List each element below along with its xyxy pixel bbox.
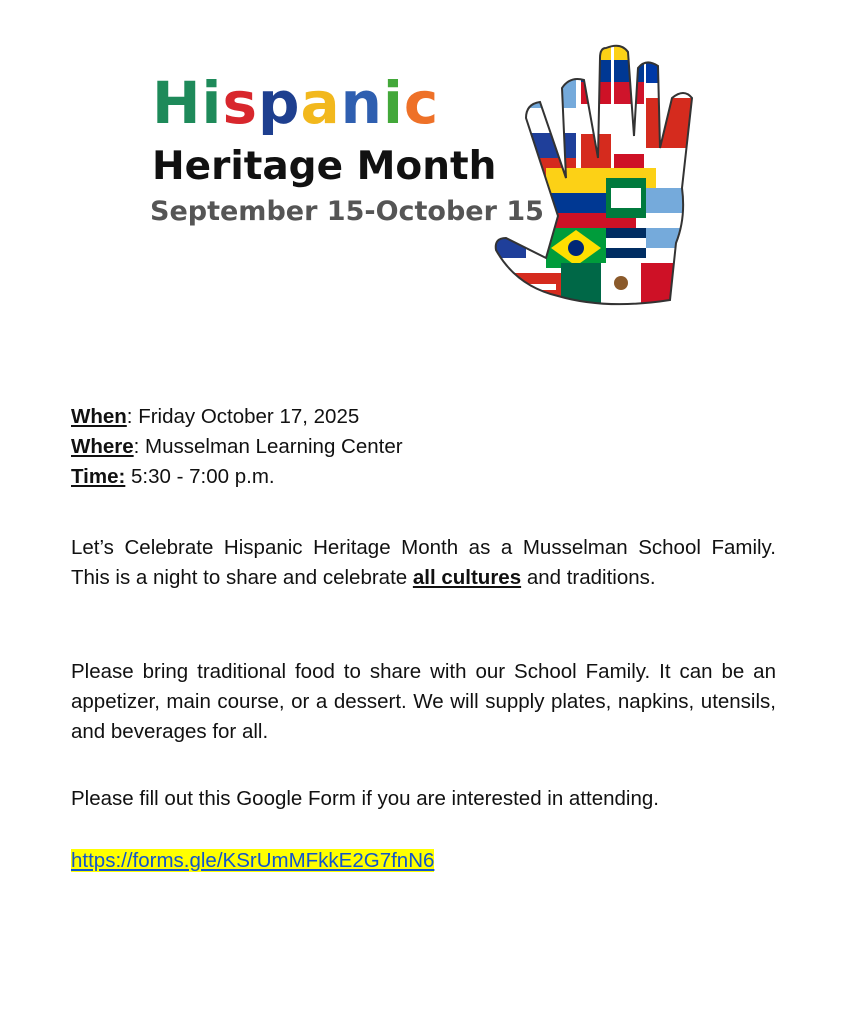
celebration-paragraph [71,533,776,593]
title-letter: i [382,69,404,137]
when-label: When [71,405,127,428]
title-letter: n [340,69,383,137]
food-paragraph: Please bring traditional food to share with our School Family. It can be an appetizer, main course, or a dessert. We will supply plates, napkins, utensils, and beverages for all. [71,660,776,743]
title-letter: i [201,69,223,137]
celebration-text-start: Let’s Celebrate Hispanic Heritage Month as a Musselman School Family. This is a night to share and celebrate [71,536,776,589]
form-link-line [71,846,776,876]
title-letter: s [222,69,258,137]
title-letter: a [300,69,341,137]
hispanic-title [152,68,439,138]
form-paragraph: Please fill out this Google Form if you are interested in attending. [71,787,659,810]
google-form-link[interactable]: https://forms.gle/KSrUmMFkkE2G7fnN6 [71,849,435,872]
all-cultures-emphasis: all cultures [412,566,522,589]
event-details [71,402,776,492]
title-letter: H [152,69,202,137]
where-label: Where [71,435,134,458]
where-value: : Musselman Learning Center [133,435,403,458]
time-label: Time: [71,465,126,488]
celebration-text-end: and traditions. [521,566,656,589]
where-line [71,432,776,462]
time-line [71,462,776,492]
heritage-month-subtitle: Heritage Month [152,144,497,189]
title-letter: p [257,69,301,137]
date-range: September 15-October 15 [150,196,544,227]
when-line [71,402,776,432]
title-letter: c [403,69,440,137]
flag-hand-icon [486,38,708,310]
time-value: 5:30 - 7:00 p.m. [125,465,275,488]
when-value: : Friday October 17, 2025 [126,405,360,428]
